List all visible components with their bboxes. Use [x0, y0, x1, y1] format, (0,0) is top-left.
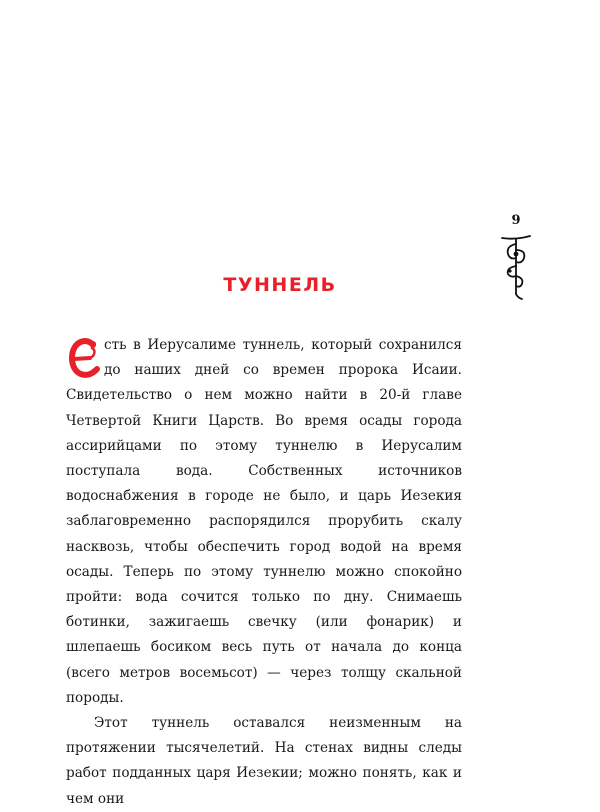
body-text	[66, 333, 462, 812]
paragraph-1-text: сть в Иерусалиме туннель, который сохранился до наших дней со времен пророка Исаии. Свидетельство о нем можно найти в 20-й главе Четвертой Книги Царств. Во время осады города ассирийцами по этому туннелю в Иерусалим поступала вода. Собственных источников водоснабжения в городе не было, и царь Иезекия заблаговременно распорядился прорубить скалу насквозь, чтобы обеспечить город водой на время осады. Теперь по этому туннелю можно спокойно пройти: вода сочится только по дну. Снимаешь ботинки, зажигаешь свечку (или фонарик) и шлепаешь босиком весь путь от начала до конца (всего метров восемьсот) — через толщу скальной породы.	[66, 337, 462, 706]
paragraph-1	[66, 333, 462, 711]
chapter-title: ТУННЕЛЬ	[223, 274, 337, 296]
paragraph-2: Этот туннель оставался неизменным на протяжении тысячелетий. На стенах видны следы работ подданных царя Иезекии; можно понять, как и чем они	[66, 715, 462, 807]
drop-cap-ornament	[66, 336, 102, 382]
page-number: 9	[511, 213, 521, 228]
drop-cap	[66, 336, 102, 382]
